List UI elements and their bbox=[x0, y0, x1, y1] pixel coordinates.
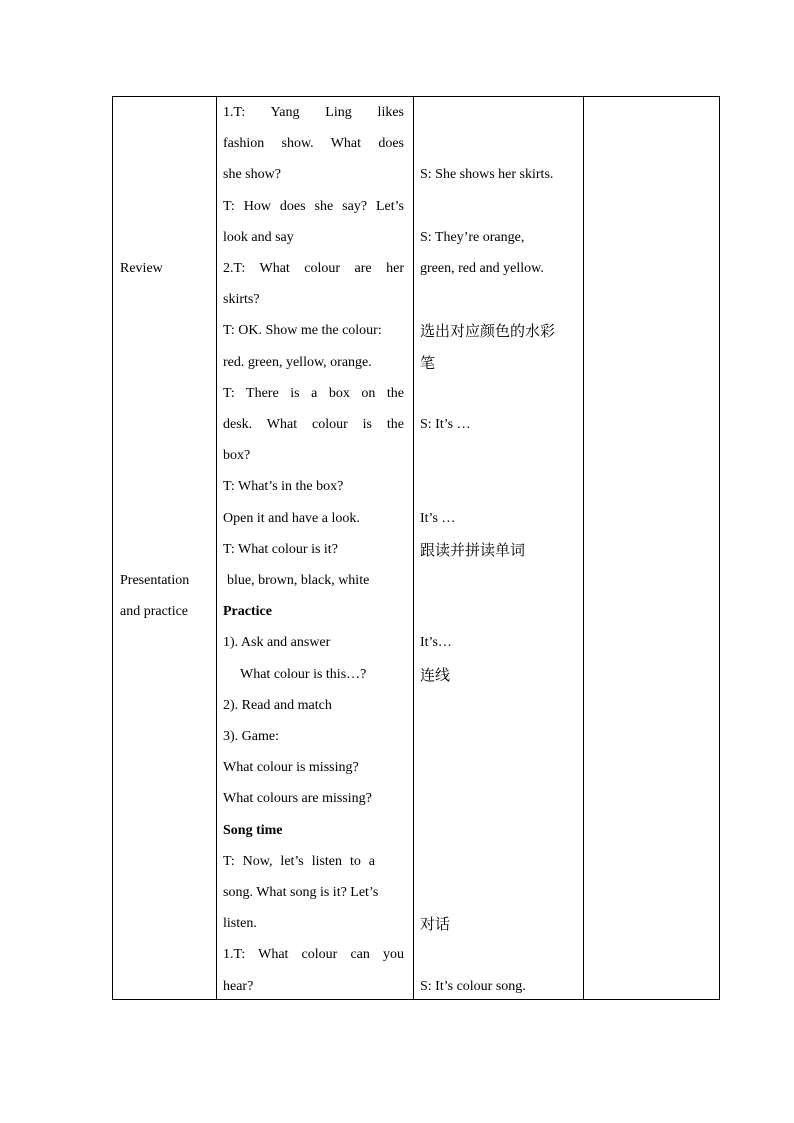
student-line: S: They’re orange, bbox=[420, 230, 525, 245]
column-divider bbox=[216, 97, 217, 999]
stage-presentation-cont: and practice bbox=[120, 604, 189, 619]
student-line: 跟读并拼读单词 bbox=[420, 541, 526, 559]
student-line: 笔 bbox=[420, 354, 436, 372]
teacher-line: skirts? bbox=[223, 292, 260, 307]
student-line: It’s… bbox=[420, 635, 452, 650]
student-line: 连线 bbox=[420, 666, 451, 684]
column-divider bbox=[583, 97, 584, 999]
teacher-line: 1.T: What colour can you bbox=[223, 947, 404, 962]
teacher-line: red. green, yellow, orange. bbox=[223, 355, 372, 370]
teacher-line: T: What’s in the box? bbox=[223, 479, 344, 494]
teacher-line: T: Now, let’s listen to a bbox=[223, 854, 375, 869]
teacher-line: song. What song is it? Let’s bbox=[223, 885, 379, 900]
student-line: S: She shows her skirts. bbox=[420, 167, 554, 182]
stage-review: Review bbox=[120, 261, 163, 276]
teacher-line: What colours are missing? bbox=[223, 791, 372, 806]
teacher-line: listen. bbox=[223, 916, 257, 931]
student-line: It’s … bbox=[420, 511, 456, 526]
student-line: S: It’s colour song. bbox=[420, 979, 526, 994]
teacher-line: look and say bbox=[223, 230, 294, 245]
teacher-line: fashion show. What does bbox=[223, 136, 404, 151]
teacher-line: What colour is this…? bbox=[240, 667, 367, 682]
teacher-line: 2). Read and match bbox=[223, 698, 332, 713]
teacher-line: she show? bbox=[223, 167, 281, 182]
column-divider bbox=[413, 97, 414, 999]
teacher-line: box? bbox=[223, 448, 251, 463]
teacher-line: What colour is missing? bbox=[223, 760, 359, 775]
practice-heading: Practice bbox=[223, 604, 272, 619]
teacher-line: Open it and have a look. bbox=[223, 511, 360, 526]
teacher-line: T: OK. Show me the colour: bbox=[223, 323, 382, 338]
song-time-heading: Song time bbox=[223, 823, 283, 838]
teacher-line: 2.T: What colour are her bbox=[223, 261, 404, 276]
teacher-line: 1.T: Yang Ling likes bbox=[223, 105, 404, 120]
stage-presentation: Presentation bbox=[120, 573, 190, 588]
student-line: 对话 bbox=[420, 915, 451, 933]
teacher-line: hear? bbox=[223, 979, 254, 994]
student-line: 选出对应颜色的水彩 bbox=[420, 322, 556, 340]
student-line: S: It’s … bbox=[420, 417, 471, 432]
teacher-line: blue, brown, black, white bbox=[227, 573, 370, 588]
teacher-line: T: How does she say? Let’s bbox=[223, 199, 404, 214]
lesson-table bbox=[112, 96, 720, 1000]
teacher-line: T: What colour is it? bbox=[223, 542, 338, 557]
student-line: green, red and yellow. bbox=[420, 261, 544, 276]
teacher-line: T: There is a box on the bbox=[223, 386, 404, 401]
teacher-line: 1). Ask and answer bbox=[223, 635, 331, 650]
teacher-line: desk. What colour is the bbox=[223, 417, 404, 432]
teacher-line: 3). Game: bbox=[223, 729, 279, 744]
